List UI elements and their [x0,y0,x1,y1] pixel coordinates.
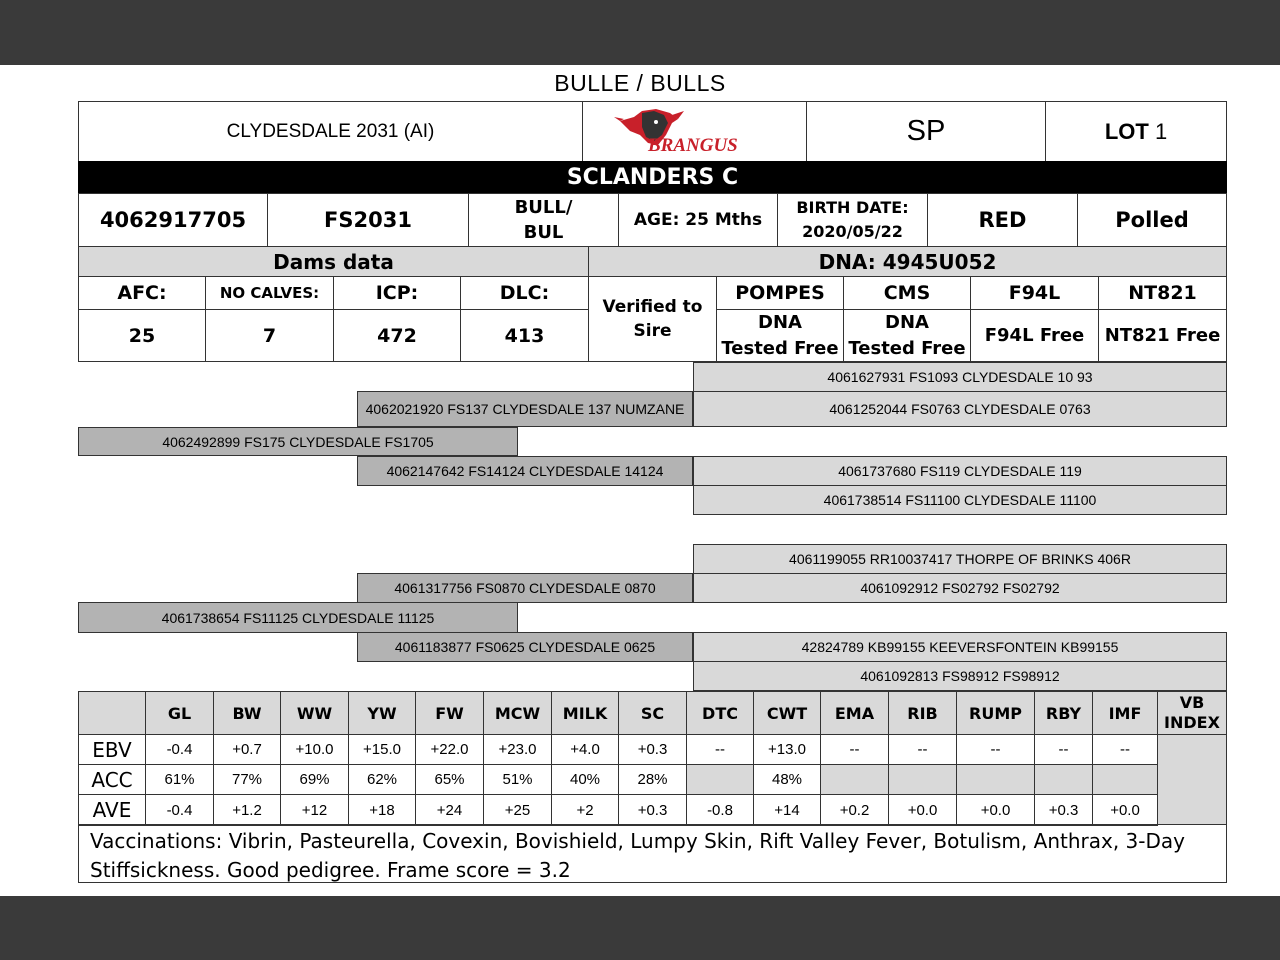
ebv-cell-acc-mcw [483,764,552,795]
ebv-header-rby-text: RBY [1045,703,1082,723]
ebv-cell-acc-milk [551,764,619,795]
ebv-cell-ave-ema-text: +0.2 [839,801,870,819]
page-title: BULLE / BULLS [554,70,726,96]
lot-cell [1045,101,1227,162]
ebv-cell-ave-yw-text: +18 [369,801,395,819]
pedigree-sire-dam-dam: 4061738514 FS11100 CLYDESDALE 11100 [693,485,1227,515]
ebv-cell-acc-bw-text: 77% [231,771,263,788]
ebv-cell-ave-rib-text: +0.0 [907,801,938,819]
ebv-cell-ave-fw-text: +24 [436,801,463,819]
ebv-cell-acc-mcw-text: 51% [502,771,533,788]
dna-test-pompes-result: DNA Tested Free [716,309,844,362]
ebv-cell-ebv-rby [1034,734,1093,765]
ebv-cell-acc-sc [618,764,687,795]
ebv-cell-ave-milk-text: +2 [576,801,594,819]
bottom-frame-bar [0,896,1280,960]
pedigree-sire-sire-dam: 4061252044 FS0763 CLYDESDALE 0763 [693,391,1227,427]
pedigree-sire-sire: 4062021920 FS137 CLYDESDALE 137 NUMZANE [357,391,693,427]
ebv-cell-acc-ww-text: 69% [299,771,330,788]
ebv-cell-ebv-rump [956,734,1035,765]
ebv-corner-cell [78,691,146,735]
lot-label: LOT [1104,118,1149,144]
registration-number: 4062917705 [78,193,268,247]
ebv-header-bw-text: BW [232,703,262,723]
ebv-vb-index-value [1157,734,1227,825]
ebv-header-rib [888,691,957,735]
pedigree-dam: 4061738654 FS11125 CLYDESDALE 11125 [78,602,518,633]
ebv-cell-acc-fw [415,764,484,795]
breeder-name: SCLANDERS C [78,161,1227,194]
ebv-cell-ebv-sc [618,734,687,765]
ebv-cell-ebv-rump-text: -- [990,741,1001,758]
dams-label-dlc: DLC: [460,276,589,310]
ebv-header-milk-text: MILK [562,703,608,723]
ebv-header-dtc [686,691,754,735]
ebv-cell-acc-rump [956,764,1035,795]
ebv-cell-ave-gl [145,794,214,826]
ebv-header-dtc-text: DTC [702,703,738,723]
ebv-cell-acc-rby [1034,764,1093,795]
ebv-cell-acc-imf [1092,764,1158,795]
ebv-cell-ebv-gl [145,734,214,765]
ebv-cell-ave-imf-text: +0.0 [1110,801,1140,819]
dams-value-icp: 472 [333,309,461,362]
ebv-header-milk [551,691,619,735]
ebv-header-mcw-text: MCW [494,703,541,723]
dna-test-pompes-name: POMPES [716,276,844,310]
dna-heading: DNA: 4945U052 [588,246,1227,277]
ebv-cell-ebv-imf [1092,734,1158,765]
dams-label-no-calves: NO CALVES: [205,276,334,310]
ebv-cell-acc-yw-text: 62% [366,771,398,788]
ebv-cell-ave-rump [956,794,1035,826]
pedigree-sire-sire-sire: 4061627931 FS1093 CLYDESDALE 10 93 [693,362,1227,392]
ebv-cell-ave-bw-text: +1.2 [232,801,262,819]
ebv-cell-ebv-fw-text: +22.0 [430,741,469,758]
ebv-header-rby [1034,691,1093,735]
ebv-cell-ebv-dtc [686,734,754,765]
ebv-cell-ebv-fw [415,734,484,765]
ebv-header-gl [145,691,214,735]
herd-number: FS2031 [267,193,469,247]
ebv-header-cwt [753,691,821,735]
notes-line-1: Vaccinations: Vibrin, Pasteurella, Covexin, Bovishield, Lumpy Skin, Rift Valley Fever, Botulism, Anthrax, 3-Day [90,829,1185,853]
dna-test-f94l-result: F94L Free [970,309,1099,362]
ebv-cell-ave-cwt [753,794,821,826]
ebv-cell-ebv-rby-text: -- [1058,741,1069,758]
vb-index-vb_index_line2: INDEX [1164,713,1220,732]
ebv-cell-ave-dtc [686,794,754,826]
ebv-cell-ebv-bw [213,734,281,765]
ebv-header-fw [415,691,484,735]
ebv-header-mcw [483,691,552,735]
pedigree-dam-sire: 4061317756 FS0870 CLYDESDALE 0870 [357,573,693,603]
ebv-header-imf [1092,691,1158,735]
ebv-cell-ave-mcw-text: +25 [504,801,531,819]
ebv-cell-ave-imf [1092,794,1158,826]
ebv-row-label-ebv-text: EBV [92,737,132,762]
pedigree-dam-dam-sire: 42824789 KB99155 KEEVERSFONTEIN KB99155 [693,632,1227,662]
ebv-row-label-ave-text: AVE [92,798,132,822]
ebv-cell-ave-ww-text: +12 [301,801,328,819]
ebv-cell-ebv-milk-text: +4.0 [570,741,600,758]
ebv-cell-acc-fw-text: 65% [434,771,465,788]
ebv-cell-acc-cwt-text: 48% [771,771,803,788]
ebv-cell-ave-ema [820,794,889,826]
vaccination-notes [78,824,1227,883]
pedigree-sire: 4062492899 FS175 CLYDESDALE FS1705 [78,427,518,456]
ebv-header-gl-text: GL [167,703,192,723]
ebv-cell-ave-gl-text: -0.4 [166,801,193,819]
top-frame-bar [0,0,1280,65]
pedigree-dam-dam-dam: 4061092813 FS98912 FS98912 [693,661,1227,691]
ebv-cell-acc-ww [280,764,349,795]
ebv-cell-ebv-sc-text: +0.3 [637,741,668,758]
dna-test-cms-name: CMS [843,276,971,310]
ebv-cell-ebv-cwt-text: +13.0 [768,741,806,758]
ebv-cell-ebv-rib-text: -- [917,741,928,758]
ebv-cell-ave-dtc-text: -0.8 [707,801,733,819]
ebv-header-sc [618,691,687,735]
ebv-cell-ebv-ww-text: +10.0 [295,741,334,758]
ebv-cell-acc-bw [213,764,281,795]
ebv-row-label-acc [78,764,146,795]
dna-test-f94l-name: F94L [970,276,1099,310]
ebv-header-vb-index [1157,691,1227,735]
ebv-row-label-acc-text: ACC [91,767,133,792]
ebv-cell-acc-rib [888,764,957,795]
ebv-cell-ave-sc [618,794,687,826]
dams-value-no-calves: 7 [205,309,334,362]
birth-date: BIRTH DATE: 2020/05/22 [777,193,928,247]
ebv-header-cwt-text: CWT [766,703,808,723]
dams-value-afc: 25 [78,309,206,362]
ebv-row-label-ave [78,794,146,826]
ebv-header-bw [213,691,281,735]
ebv-cell-ebv-rib [888,734,957,765]
brangus-logo-text: BRANGUS [648,135,738,156]
ebv-header-ema-text: EMA [834,703,875,723]
ebv-cell-ave-rib [888,794,957,826]
ebv-cell-acc-ema [820,764,889,795]
ebv-cell-ave-cwt-text: +14 [774,801,800,819]
dams-heading: Dams data [78,246,589,277]
ebv-cell-acc-yw [348,764,416,795]
dams-label-afc: AFC: [78,276,206,310]
ebv-cell-ave-yw [348,794,416,826]
ebv-cell-ebv-yw-text: +15.0 [363,741,401,758]
ebv-header-rib-text: RIB [907,703,938,723]
ebv-header-ww [280,691,349,735]
ebv-cell-acc-cwt [753,764,821,795]
breed-code: SP [806,101,1046,162]
pedigree-sire-dam-sire: 4061737680 FS119 CLYDESDALE 119 [693,456,1227,486]
ebv-cell-ave-rby-text: +0.3 [1048,801,1079,819]
notes-line-2: Stiffsickness. Good pedigree. Frame score = 3.2 [90,858,571,882]
sex: BULL/ BUL [468,193,619,247]
ebv-cell-acc-sc-text: 28% [637,771,668,788]
ebv-cell-ave-sc-text: +0.3 [637,801,668,819]
dams-value-dlc: 413 [460,309,589,362]
ebv-cell-ebv-cwt [753,734,821,765]
ebv-cell-ebv-imf-text: -- [1120,741,1130,758]
ebv-cell-acc-gl [145,764,214,795]
dna-test-nt821-name: NT821 [1098,276,1227,310]
ebv-row-label-ebv [78,734,146,765]
pedigree-sire-dam: 4062147642 FS14124 CLYDESDALE 14124 [357,456,693,486]
brangus-logo [612,105,772,157]
ebv-cell-ave-rump-text: +0.0 [980,801,1011,819]
dna-test-cms-result: DNA Tested Free [843,309,971,362]
dams-label-icp: ICP: [333,276,461,310]
dna-test-nt821-result: NT821 Free [1098,309,1227,362]
ebv-header-imf-text: IMF [1108,703,1142,723]
ebv-cell-ebv-bw-text: +0.7 [232,741,262,758]
ebv-cell-ebv-yw [348,734,416,765]
age: AGE: 25 Mths [618,193,778,247]
ebv-cell-ebv-ww [280,734,349,765]
pedigree-dam-dam: 4061183877 FS0625 CLYDESDALE 0625 [357,632,693,662]
ebv-cell-ebv-mcw [483,734,552,765]
vb-index-vb_index_line1: VB [1179,693,1205,712]
ebv-cell-ebv-milk [551,734,619,765]
horn-status: Polled [1077,193,1227,247]
ebv-header-fw-text: FW [435,703,464,723]
pedigree-dam-sire-dam: 4061092912 FS02792 FS02792 [693,573,1227,603]
ebv-cell-acc-dtc [686,764,754,795]
ebv-cell-ave-mcw [483,794,552,826]
ebv-header-ema [820,691,889,735]
ebv-header-sc-text: SC [640,703,665,723]
ebv-header-yw-text: YW [367,703,397,723]
ebv-cell-acc-milk-text: 40% [569,771,601,788]
lot-number: 1 [1154,118,1168,144]
ebv-header-yw [348,691,416,735]
pedigree-dam-sire-sire: 4061199055 RR10037417 THORPE OF BRINKS 406R [693,544,1227,574]
ebv-cell-ave-fw [415,794,484,826]
ebv-cell-ebv-ema [820,734,889,765]
ebv-cell-ebv-ema-text: -- [849,741,860,758]
colour: RED [927,193,1078,247]
verified-to-sire: Verified to Sire [588,276,717,362]
animal-name: CLYDESDALE 2031 (AI) [78,101,583,162]
ebv-cell-ave-bw [213,794,281,826]
ebv-cell-acc-gl-text: 61% [164,771,195,788]
ebv-header-rump [956,691,1035,735]
ebv-cell-ebv-dtc-text: -- [715,741,725,758]
ebv-header-rump-text: RUMP [969,703,1022,723]
ebv-cell-ebv-mcw-text: +23.0 [498,741,537,758]
ebv-header-ww-text: WW [296,703,333,723]
ebv-cell-ave-ww [280,794,349,826]
ebv-cell-ave-rby [1034,794,1093,826]
ebv-cell-ebv-gl-text: -0.4 [166,741,193,758]
ebv-cell-ave-milk [551,794,619,826]
